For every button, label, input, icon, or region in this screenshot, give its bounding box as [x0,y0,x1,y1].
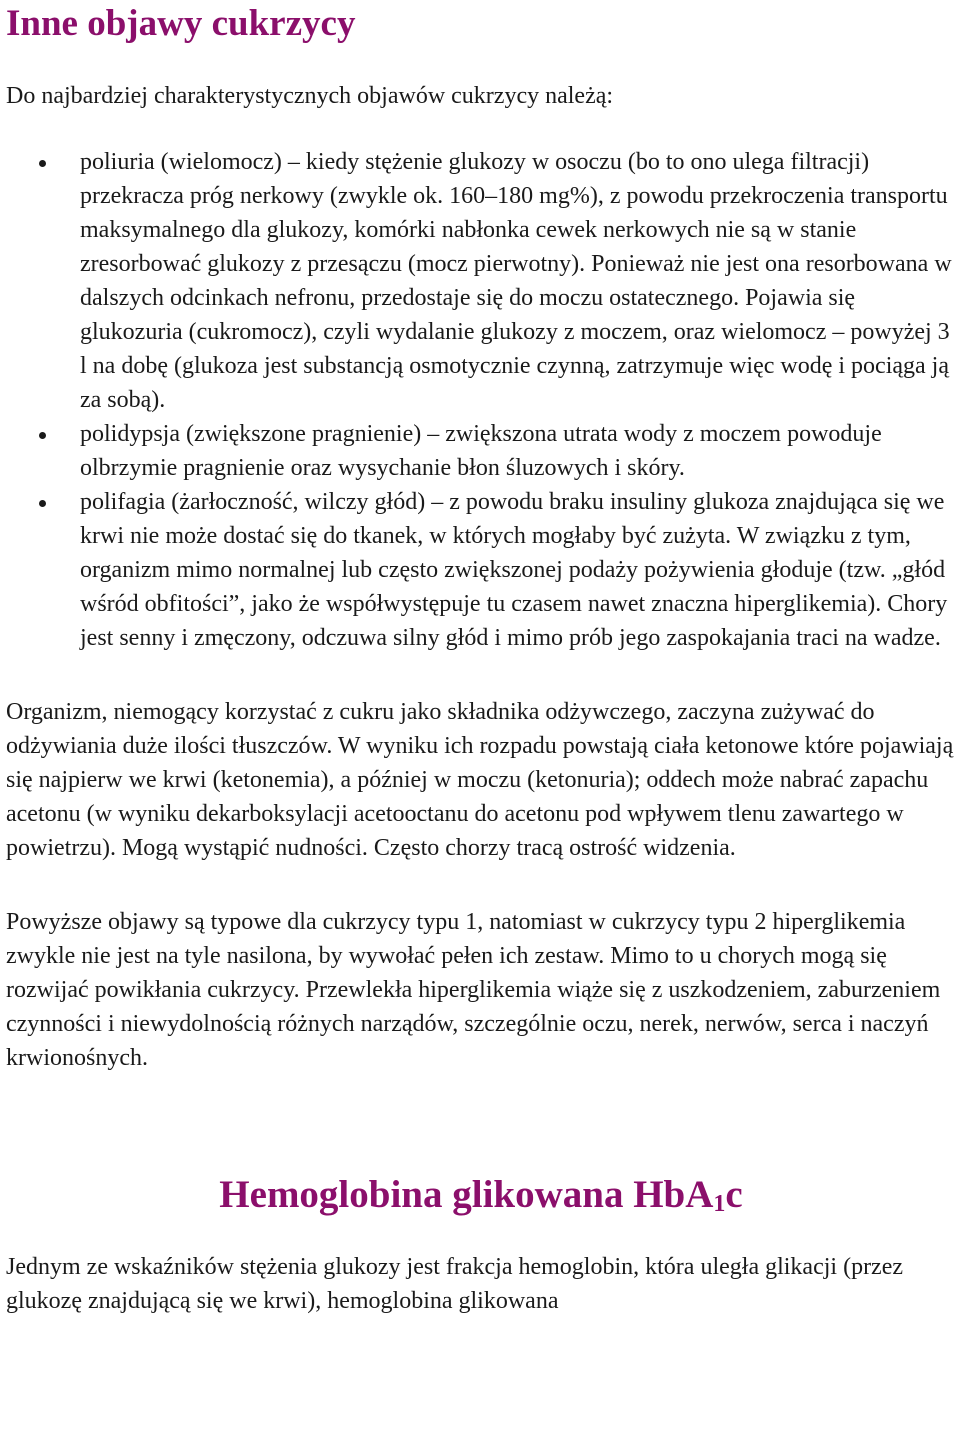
bullet-icon [39,432,46,439]
list-item [80,417,956,485]
intro-paragraph: Do najbardziej charakterystycznych objawów cukrzycy należą: [6,83,614,109]
symptoms-list [6,145,956,655]
section-heading-main: Hemoglobina glikowana HbA [219,1173,714,1216]
bullet-icon [39,160,46,167]
hba1c-paragraph: Jednym ze wskaźników stężenia glukozy jest frakcja hemoglobin, która uległa glikacji (przez glukozę znajdującą się we krwi), hemoglobina glikowana [6,1254,904,1314]
list-item [80,145,956,417]
document-page [6,0,956,1318]
diabetes-types-paragraph: Powyższe objawy są typowe dla cukrzycy typu 1, natomiast w cukrzycy typu 2 hiperglikemia zwykle nie jest na tyle nasilona, by wywołać pełen ich zestaw. Mimo to u chorych mogą się rozwijać powikłania cukrzycy. Przewlekła hiperglikemia wiąże się z uszkodzeniem, zaburzeniem czynności i niewydolnością różnych narządów, szczególnie oczu, nerek, nerwów, serca i naczyń krwionośnych. [6,909,941,1071]
section-heading-subscript: 1 [713,1191,726,1217]
list-item-text: polidypsja (zwiększone pragnienie) – zwiększona utrata wody z moczem powoduje olbrzymie pragnienie oraz wysychanie błon śluzowych i skóry. [80,421,882,481]
page-title: Inne objawy cukrzycy [6,3,356,44]
ketone-paragraph: Organizm, niemogący korzystać z cukru jako składnika odżywczego, zaczyna zużywać do odżywiania duże ilości tłuszczów. W wyniku ich rozpadu powstają ciała ketonowe które pojawiają się najpierw we krwi (ketonemia), a później w moczu (ketonuria); oddech może nabrać zapachu acetonu (w wyniku dekarboksylacji acetooctanu do acetonu pod wpływem tlenu zawartego w powietrzu). Mogą wystąpić nudności. Często chorzy tracą ostrość widzenia. [6,699,954,861]
list-item-text: poliuria (wielomocz) – kiedy stężenie glukozy w osoczu (bo to ono ulega filtracji) przekracza próg nerkowy (zwykle ok. 160–180 mg%), z powodu przekroczenia transportu maksymalnego dla glukozy, komórki nabłonka cewek nerkowych nie są w stanie zresorbować glukozy z przesączu (mocz pierwotny). Ponieważ nie jest ona resorbowana w dalszych odcinkach nefronu, przedostaje się do moczu ostatecznego. Pojawia się glukozuria (cukromocz), czyli wydalanie glukozy z moczem, oraz wielomocz – powyżej 3 l na dobę (glukoza jest substancją osmotycznie czynną, zatrzymuje więc wodę i pociąga ją za sobą). [80,149,952,413]
list-item [80,485,956,655]
list-item-text: polifagia (żarłoczność, wilczy głód) – z powodu braku insuliny glukoza znajdująca się we krwi nie może dostać się do tkanek, w których mogłaby być zużyta. W związku z tym, organizm mimo normalnej lub często zwiększonej podaży pożywienia głoduje (tzw. „głód wśród obfitości”, jako że współwystępuje tu czasem nawet znaczna hiperglikemia). Chory jest senny i zmęczony, odczuwa silny głód i mimo prób jego zaspokajania traci na wadze. [80,489,948,651]
section-heading-hba1c [6,1171,956,1219]
section-heading-end: c [725,1173,743,1216]
bullet-icon [39,500,46,507]
